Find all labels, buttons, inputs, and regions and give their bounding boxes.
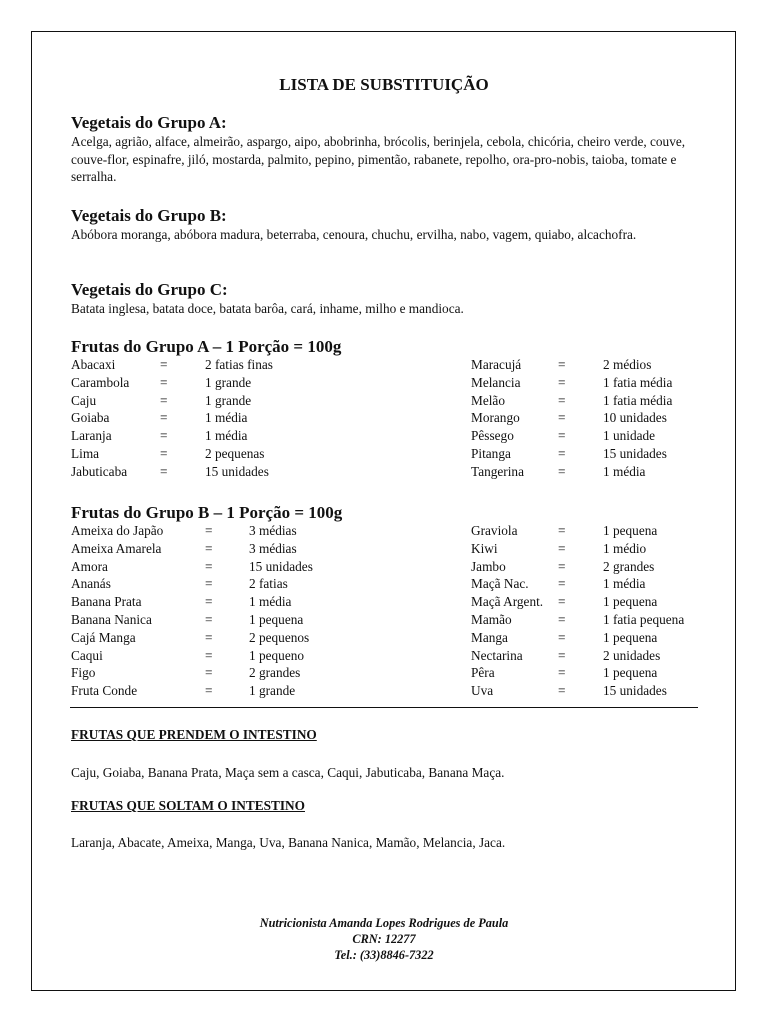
fruits-a-heading: Frutas do Grupo A – 1 Porção = 100g <box>71 337 342 356</box>
fruit-name: Tangerina <box>471 463 524 479</box>
fruit-qty: 1 média <box>205 428 248 444</box>
fruit-qty: 2 pequenos <box>249 629 310 645</box>
fruit-qty: 1 pequena <box>603 594 658 610</box>
fruit-eq: = <box>160 428 168 444</box>
fruit-qty: 1 pequena <box>603 665 658 681</box>
fruit-qty: 15 unidades <box>603 683 667 699</box>
fruit-qty: 1 grande <box>205 374 252 390</box>
fruit-name: Lima <box>71 446 100 461</box>
fruit-qty: 1 média <box>249 594 292 610</box>
footer-name: Nutricionista Amanda Lopes Rodrigues de Paula <box>259 916 509 930</box>
fruit-qty: 2 pequenas <box>205 446 265 461</box>
fruit-eq: = <box>160 374 168 390</box>
fruit-qty: 15 unidades <box>603 446 667 461</box>
fruit-name: Laranja <box>71 428 112 444</box>
fruit-qty: 1 pequeno <box>249 647 305 663</box>
fruit-name: Pêra <box>471 665 495 681</box>
fruit-eq: = <box>205 523 213 538</box>
fruit-name: Pêssego <box>471 428 514 444</box>
fruit-name: Ananás <box>71 576 111 592</box>
fruit-eq: = <box>205 647 213 663</box>
fruit-qty: 2 unidades <box>603 647 661 663</box>
veg-c-heading: Vegetais do Grupo C: <box>71 280 228 299</box>
fruit-name: Maracujá <box>471 357 522 372</box>
fruit-name: Jambo <box>471 558 506 574</box>
fruit-qty: 1 fatia média <box>603 392 673 408</box>
fruit-eq: = <box>160 463 168 479</box>
fruit-eq: = <box>558 374 566 390</box>
fruit-eq: = <box>558 540 566 556</box>
fruit-eq: = <box>558 576 566 592</box>
fruit-name: Cajá Manga <box>71 629 136 645</box>
fruit-eq: = <box>160 446 168 461</box>
fruit-qty: 2 fatias finas <box>205 357 273 372</box>
fruit-name: Melão <box>471 392 505 408</box>
fruit-eq: = <box>558 665 566 681</box>
fruit-qty: 1 média <box>205 410 248 426</box>
fruit-qty: 1 média <box>603 463 646 479</box>
fruit-qty: 1 fatia pequena <box>603 612 685 627</box>
fruit-eq: = <box>558 357 566 372</box>
fruit-eq: = <box>558 647 566 663</box>
fruit-eq: = <box>205 612 213 627</box>
fruit-name: Caju <box>71 392 97 408</box>
veg-a-text: Acelga, agrião, alface, almeirão, aspargo, aipo, abobrinha, brócolis, berinjela, cebola, chicória, cheiro verde, couve, couve-flor, espinafre, jiló, mostarda, palmito, pepino, pimentão, rabanete, repolho, ora-pro-nobis, taioba, tomate e serralha. <box>71 134 686 184</box>
fruit-eq: = <box>558 558 566 574</box>
fruits-b-heading: Frutas do Grupo B – 1 Porção = 100g <box>71 503 343 522</box>
fruit-eq: = <box>160 357 168 372</box>
fruit-qty: 1 médio <box>603 540 647 556</box>
fruit-eq: = <box>205 558 213 574</box>
fruit-eq: = <box>558 683 566 699</box>
fruit-eq: = <box>558 446 566 461</box>
fruit-eq: = <box>205 629 213 645</box>
fruit-eq: = <box>205 594 213 610</box>
fruit-eq: = <box>558 428 566 444</box>
fruit-eq: = <box>205 665 213 681</box>
fruit-name: Ameixa do Japão <box>71 523 164 538</box>
fruit-qty: 2 médios <box>603 357 652 372</box>
prendem-heading: FRUTAS QUE PRENDEM O INTESTINO <box>71 727 317 742</box>
footer-crn: CRN: 12277 <box>352 932 416 946</box>
fruit-name: Carambola <box>71 374 130 390</box>
fruit-eq: = <box>160 410 168 426</box>
fruit-qty: 1 grande <box>249 683 296 699</box>
soltam-heading: FRUTAS QUE SOLTAM O INTESTINO <box>71 798 305 813</box>
footer-tel: Tel.: (33)8846-7322 <box>334 948 434 962</box>
fruit-eq: = <box>558 392 566 408</box>
fruit-name: Fruta Conde <box>71 683 138 699</box>
fruit-eq: = <box>558 612 566 627</box>
fruit-eq: = <box>558 523 566 538</box>
fruit-eq: = <box>205 683 213 699</box>
fruit-eq: = <box>160 392 168 408</box>
fruit-name: Uva <box>471 683 494 699</box>
fruit-qty: 1 unidade <box>603 428 656 444</box>
fruit-qty: 15 unidades <box>205 463 269 479</box>
fruit-name: Pitanga <box>471 446 511 461</box>
veg-b-heading: Vegetais do Grupo B: <box>71 206 227 225</box>
fruit-name: Melancia <box>471 374 521 390</box>
fruit-name: Maçã Nac. <box>471 576 529 592</box>
soltam-text: Laranja, Abacate, Ameixa, Manga, Uva, Banana Nanica, Mamão, Melancia, Jaca. <box>71 835 506 850</box>
fruit-name: Figo <box>71 665 96 681</box>
fruit-name: Amora <box>71 558 108 574</box>
fruit-name: Jabuticaba <box>71 463 128 479</box>
fruit-eq: = <box>205 540 213 556</box>
veg-c-text: Batata inglesa, batata doce, batata barôa, cará, inhame, milho e mandioca. <box>71 301 464 316</box>
fruit-name: Mamão <box>471 612 512 627</box>
fruit-name: Ameixa Amarela <box>71 540 162 556</box>
fruit-name: Caqui <box>71 647 103 663</box>
fruit-name: Manga <box>471 629 508 645</box>
fruit-name: Abacaxi <box>71 357 116 372</box>
fruit-name: Morango <box>471 410 520 426</box>
document-title: LISTA DE SUBSTITUIÇÃO <box>279 75 489 94</box>
fruit-qty: 10 unidades <box>603 410 667 426</box>
fruit-qty: 1 média <box>603 576 646 592</box>
fruit-eq: = <box>558 463 566 479</box>
fruit-qty: 1 grande <box>205 392 252 408</box>
fruit-qty: 2 grandes <box>249 665 301 681</box>
fruit-qty: 1 pequena <box>603 523 658 538</box>
fruit-qty: 1 pequena <box>249 612 304 627</box>
fruit-name: Kiwi <box>471 540 498 556</box>
fruit-name: Maçã Argent. <box>471 594 544 610</box>
fruit-qty: 15 unidades <box>249 558 313 574</box>
veg-a-heading: Vegetais do Grupo A: <box>71 113 227 132</box>
fruit-eq: = <box>558 594 566 610</box>
fruit-name: Banana Prata <box>71 594 142 610</box>
fruit-qty: 3 médias <box>249 540 297 556</box>
fruit-eq: = <box>558 410 566 426</box>
fruit-name: Banana Nanica <box>71 612 152 627</box>
fruit-eq: = <box>558 629 566 645</box>
fruit-qty: 2 fatias <box>249 576 288 592</box>
section-divider <box>70 707 698 708</box>
fruit-qty: 2 grandes <box>603 558 655 574</box>
fruit-name: Graviola <box>471 523 518 538</box>
fruit-name: Nectarina <box>471 647 523 663</box>
fruit-qty: 1 pequena <box>603 629 658 645</box>
prendem-text: Caju, Goiaba, Banana Prata, Maça sem a casca, Caqui, Jabuticaba, Banana Maça. <box>71 765 505 780</box>
fruit-name: Goiaba <box>71 410 110 426</box>
veg-b-text: Abóbora moranga, abóbora madura, beterraba, cenoura, chuchu, ervilha, nabo, vagem, quiabo, alcachofra. <box>71 227 637 242</box>
fruit-qty: 1 fatia média <box>603 374 673 390</box>
fruit-qty: 3 médias <box>249 523 297 538</box>
fruit-eq: = <box>205 576 213 592</box>
